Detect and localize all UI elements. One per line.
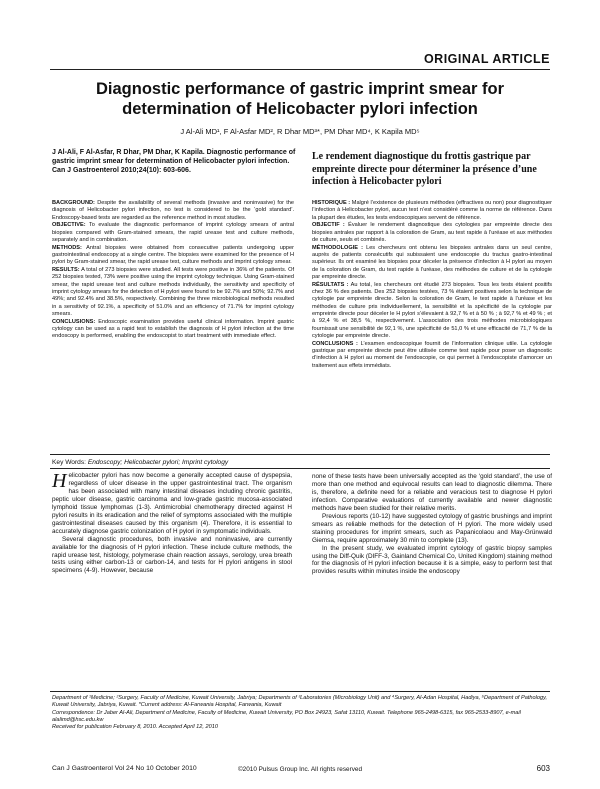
abstract-english [52, 200, 294, 341]
abstract-section [312, 222, 552, 244]
body-paragraph: In the present study, we evaluated imprint cytology of gastric biopsy samples using the Diff-Quik (DIFF-3, Gainland Chemical Co, United Kingdom) staining method for the diagnosis of H pylori infection because it is a simple, easy to perform test that provides results within minutes inside the endoscopy [312, 544, 552, 576]
abstract-text: Antral biopsies were obtained from consecutive patients undergoing upper gastrointestinal endoscopy at a single centre. The biopsies were examined for the presence of H pylori by Gram-stained smear, the rapid urease test, culture methods and imprint cytology smear. [52, 244, 294, 266]
abstract-label: METHODS: [52, 244, 82, 251]
abstract-text: Malgré l’existence de plusieurs méthodes (effractives ou non) pour diagnostiquer l’infection à Helicobacter pylori, aucun test n’est considéré comme la norme de référence. Dans la plupart des études, les tests endoscopiques servent de référence. [312, 200, 552, 221]
abstract-label: BACKGROUND: [52, 200, 95, 206]
abstract-section [52, 200, 294, 222]
drop-cap: H [52, 470, 67, 492]
keywords-label: Key Words: [52, 459, 86, 466]
body-column-right [312, 473, 552, 576]
abstract-text: A total of 273 biopsies were studied. All tests were positive in 36% of the patients. Of 252 biopsies tested, 73% were positive using the imprint cytology technique. Using Gram-stained smear, the rapid urease test and culture methods individually, the sensitivity and specificity of imprint cytology smears for the detection of H pylori were found to be 92.7% and 50%; 92.7% and 49%; and 92.4% and 38.5%, respectively. Combining the three microbiological methods resulted in a sensitivity of 92.1%, a specificity of 51.0% and an efficiency of 71.7% for imprint cytology smears. [52, 267, 294, 317]
page-number: 603 [536, 764, 550, 773]
body-paragraph: Several diagnostic procedures, both invasive and noninvasive, are currently available for the diagnosis of H pylori infection. These include culture methods, the rapid urease test, histology, polymerase chain reaction assays, serology, urea breath tests using either carbon-13 or carbon-14, and tests for H pylori antigens in stool specimens (4-9). However, because [52, 535, 292, 575]
abstract-text: To evaluate the diagnostic performance of imprint cytology smears of antral biopsies compared with Gram-stained smears, the rapid urease test and culture methods, separately and in combination. [52, 222, 295, 243]
top-rule [50, 69, 550, 70]
abstract-section [312, 200, 552, 222]
abstract-text: L’examen endoscopique fournit de l’information clinique utile. La cytologie gastrique par empreinte directe peut être utilisée comme test rapide pour poser un diagnostic d’infection à H pylori au moment de l’endoscopie, ce qui permet à l’endoscopiste d’amorcer un traitement aux effets immédiats. [312, 340, 552, 369]
correspondence: Correspondence: Dr Jaber Al-Ali, Department of Medicine, Faculty of Medicine, Kuwait University, PO Box 24923, Safat 13110, Kuwait. Telephone 965-2498-6315, fax 965-2533-8907, e-mail alalimd@hsc.edu.kw [52, 709, 521, 723]
keywords-text: Endoscopy; Helicobacter pylori; Imprint cytology [87, 459, 229, 466]
keywords-rule [50, 468, 550, 469]
abstract-section [312, 341, 552, 370]
article-title: Diagnostic performance of gastric imprint smear for determination of Helicobacter pylori infection [95, 80, 504, 118]
section-label: ORIGINAL ARTICLE [423, 52, 550, 66]
french-title: Le rendement diagnostique du frottis gastrique par empreinte directe pour déterminer la présence d’une infection à Helicobacter pylori [312, 151, 537, 187]
abstract-french [312, 200, 552, 370]
body-paragraph: Previous reports (10-12) have suggested cytology of gastric brushings and imprint smears as reliable methods for the detection of H pylori. The more widely used staining procedures for imprint smears, such as Papanicolaou and May-Grünwald Giemsa, require approximately 30 min to complete (13). [312, 512, 552, 544]
abstract-section [52, 245, 294, 267]
journal-info: Can J Gastroenterol Vol 24 No 10 October 2010 [52, 765, 197, 772]
abstract-label: CONCLUSIONS: [52, 318, 96, 325]
body-column-left [52, 472, 292, 575]
affiliations: Department of ¹Medicine; ²Surgery, Faculty of Medicine, Kuwait University, Jabriya; Departments of ³Laboratories (Microbiology Unit) and ⁴Surgery, Al-Adan Hospital, Hadiya, ⁵Department of Pathology, Kuwait University, Jabriya, Kuwait. *Current address: Al-Farwania Hospital, Farwania, Kuwait [52, 695, 548, 709]
abstract-label: CONCLUSIONS : [312, 340, 358, 347]
author-list: J Al-Ali MD¹, F Al-Asfar MD², R Dhar MD³*, PM Dhar MD⁴, K Kapila MD⁵ [180, 127, 420, 136]
abstract-label: OBJECTIVE: [52, 222, 86, 229]
body-paragraph: none of these tests have been universally accepted as the ‘gold standard’, the use of more than one method and equivocal results can lead to diagnostic dilemma. There is, therefore, a definite need for a reliable and veracious test to diagnose H pylori infection. Comparative evaluations of currently available and newer diagnostic methods have been studied for their relative merits. [312, 473, 552, 512]
keywords [52, 459, 552, 466]
abstract-bottom-rule [50, 454, 550, 455]
citation: J Al-Ali, F Al-Asfar, R Dhar, PM Dhar, K Kapila. Diagnostic performance of gastric imprint smear for determination of Helicobacter pylori infection. Can J Gastroenterol 2010;24(10): 603-606. [52, 149, 296, 175]
abstract-text: Despite the availability of several methods (invasive and noninvasive) for the diagnosis of Helicobacter pylori infection, no test is considered to be the ‘gold standard’. Endoscopy-based tests are regarded as the reference method in most studies. [52, 200, 295, 221]
abstract-section [312, 282, 552, 340]
abstract-text: Au total, les chercheurs ont étudié 273 biopsies. Tous les tests étaient positifs chez 36 % des patients. Des 252 biopsies testées, 73 % étaient positives selon la technique de cytologie par empreinte directe. Selon la coloration de Gram, le test rapide à l’uréase et les méthodes de culture pris individuellement, la sensibilité et la spécificité de la cytologie par empreinte directe pour déceler le H pylori s’élevaient à 92,7 % et à 50 % ; à 92,7 % et 49 % ; et à 92,4 % et 38,5 %, respectivement. L’association des trois méthodes microbiologiques fournissait une sensibilité de 92,1 %, une spécificité de 51,0 % et une efficacité de 71,7 % de la cytologie par empreinte directe. [312, 281, 553, 339]
abstract-label: MÉTHODOLOGIE : [312, 244, 363, 251]
abstract-section [312, 245, 552, 281]
received-dates: Received for publication February 8, 2010. Accepted April 12, 2010 [52, 724, 218, 731]
abstract-text: Évaluer le rendement diagnostique des cytologies par empreinte directe des biopsies antrales par rapport à la coloration de Gram, au test rapide à l’uréase et aux méthodes de culture, seuls et combinés. [312, 222, 553, 243]
abstract-label: HISTORIQUE : [312, 200, 351, 206]
abstract-label: RÉSULTATS : [312, 281, 349, 288]
copyright: ©2010 Pulsus Group Inc. All rights reserved [237, 766, 363, 773]
abstract-section [52, 267, 294, 318]
abstract-section [52, 319, 294, 341]
abstract-text: Endoscopic examination provides useful clinical information. Imprint gastric cytology can be used as a rapid test to establish the diagnosis of H pylori infection at the time endoscopy is performed, enabling the endoscopist to start treatment with immediate effect. [52, 318, 294, 340]
abstract-section [52, 222, 294, 244]
abstract-label: RESULTS: [52, 267, 80, 274]
abstract-text: Les chercheurs ont obtenu les biopsies antrales dans un seul centre, auprès de patients consécutifs qui subissaient une endoscopie du tractus gastro-intestinal supérieur. Ils ont examiné les biopsies pour déceler la présence d’infection à H pylori au moyen de la coloration de Gram, du test rapide à l’uréase, des méthodes de culture et de la cytologie par empreinte directe. [312, 244, 552, 280]
footnotes [52, 695, 550, 731]
footnote-rule [50, 691, 550, 692]
body-text: elicobacter pylori has now become a generally accepted cause of dyspepsia, regardless of ulcer disease in the upper gastrointestinal tract. The organism has been associated with many intestinal diseases including chronic gastritis, peptic ulcer disease, gastric carcinoma and low-grade gastric mucosa-associated lymphoid tissue lymphomas (1-3). Antimicrobial chemotherapy directed against H pylori results in its eradication and the relief of symptoms associated with the multiple gastrointestinal diseases caused by this organism (4). Therefore, it is essential to accurately diagnose gastric colonization of H pylori in symptomatic individuals. [52, 472, 292, 535]
body-paragraph [52, 472, 292, 536]
abstract-label: OBJECTIF : [312, 222, 345, 229]
